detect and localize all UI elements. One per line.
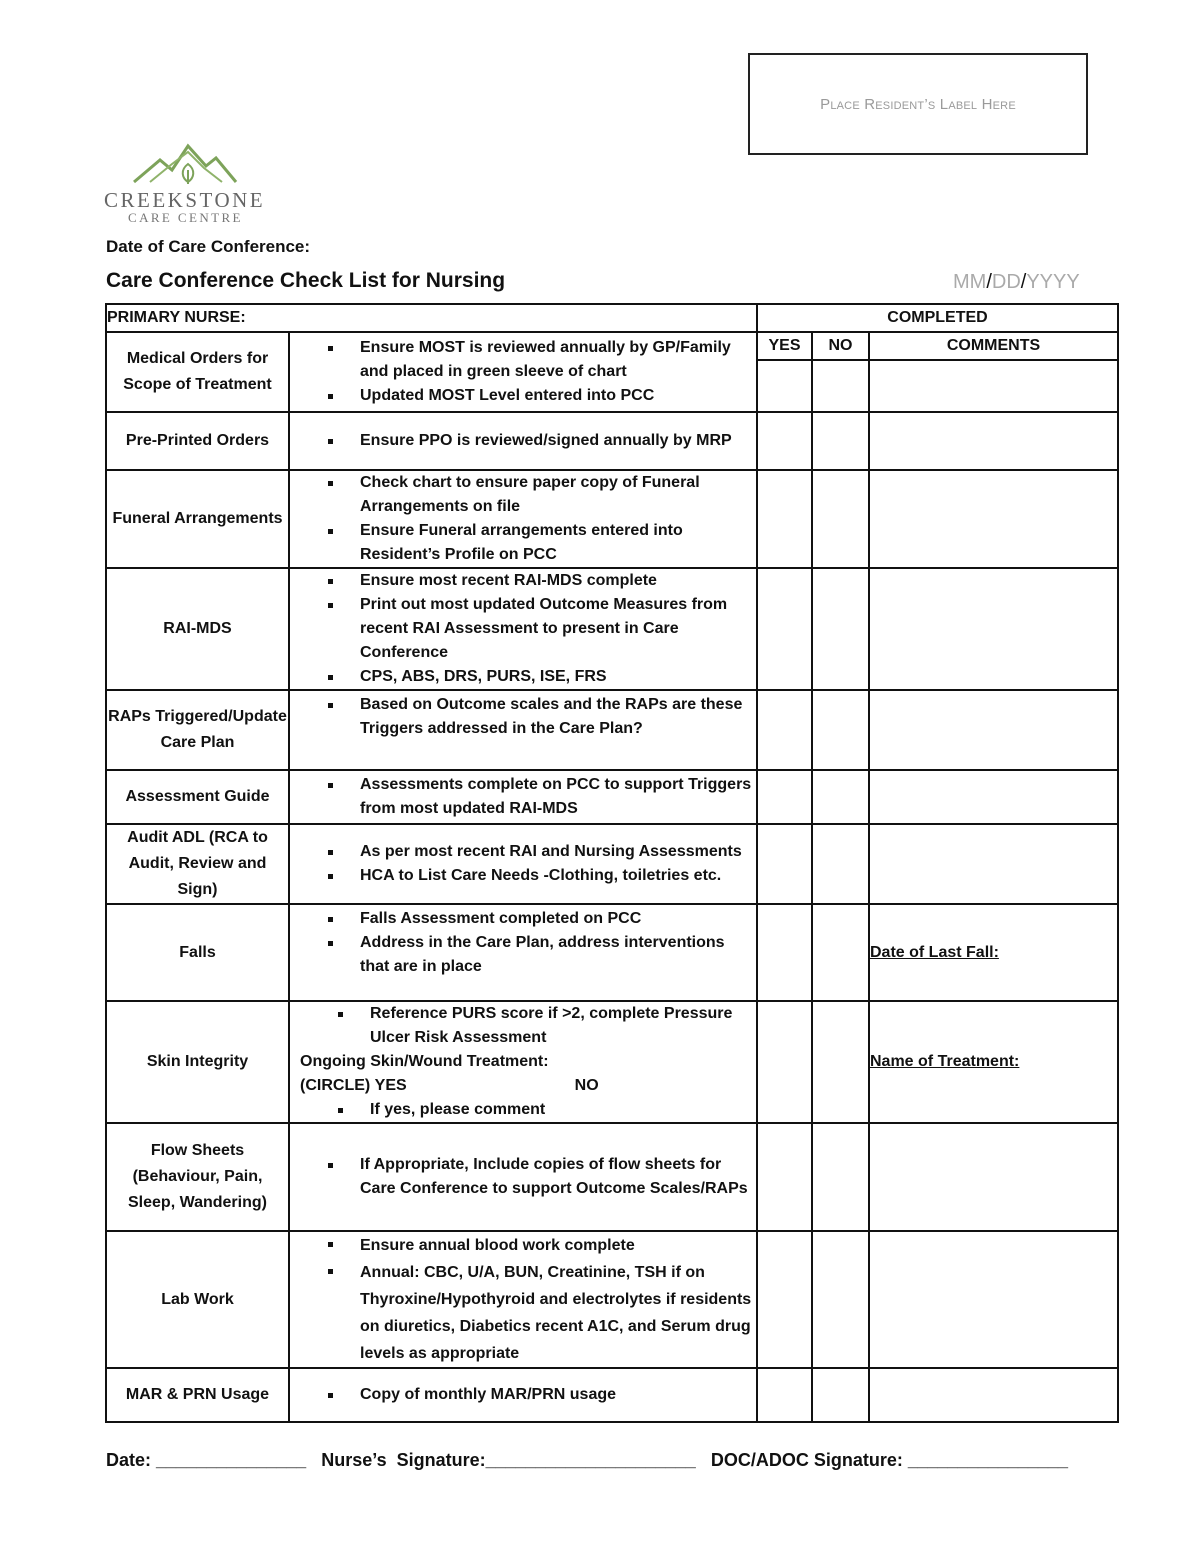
circle-row bbox=[300, 1074, 756, 1098]
completed-header: COMPLETED bbox=[757, 304, 1118, 332]
list-item: Annual: CBC, U/A, BUN, Creatinine, TSH if on Thyroxine/Hypothyroid and electrolytes if residents on diuretics, Diabetics recent A1C, and Serum drug levels as appropriate bbox=[290, 1259, 756, 1367]
list-item: Ensure annual blood work complete bbox=[290, 1232, 756, 1259]
footer-doc-line[interactable]: ________________ bbox=[907, 1450, 1069, 1470]
logo-sub-text: CARE CENTRE bbox=[128, 210, 243, 225]
yes-cell[interactable] bbox=[757, 568, 812, 690]
footer-nurse-label: Nurse’s Signature: bbox=[321, 1450, 486, 1470]
list-item: Assessments complete on PCC to support Triggers from most updated RAI-MDS bbox=[290, 773, 756, 821]
no-cell[interactable] bbox=[812, 568, 869, 690]
no-cell[interactable] bbox=[812, 770, 869, 824]
category-falls: Falls bbox=[106, 904, 289, 1001]
checklist-table bbox=[105, 303, 1119, 1423]
items-skin-integrity bbox=[289, 1001, 757, 1123]
list-item: HCA to List Care Needs -Clothing, toiletries etc. bbox=[290, 864, 756, 888]
yes-cell[interactable] bbox=[757, 360, 812, 412]
no-cell[interactable] bbox=[812, 1368, 869, 1422]
comments-cell[interactable] bbox=[869, 470, 1118, 568]
category-funeral-arrangements: Funeral Arrangements bbox=[106, 470, 289, 568]
name-of-treatment-label: Name of Treatment: bbox=[870, 1053, 1020, 1070]
page-title: Care Conference Check List for Nursing bbox=[106, 269, 506, 292]
footer-nurse-line[interactable]: _____________________ bbox=[485, 1450, 696, 1470]
category-raps-triggered: RAPs Triggered/Update Care Plan bbox=[106, 690, 289, 770]
yes-cell[interactable] bbox=[757, 1368, 812, 1422]
no-header: NO bbox=[812, 332, 869, 360]
no-cell[interactable] bbox=[812, 1123, 869, 1231]
comments-cell[interactable] bbox=[869, 690, 1118, 770]
yes-cell[interactable] bbox=[757, 470, 812, 568]
comments-cell[interactable] bbox=[869, 1123, 1118, 1231]
items-audit-adl bbox=[289, 824, 757, 904]
date-mm: MM bbox=[953, 271, 987, 293]
list-item: Based on Outcome scales and the RAPs are these Triggers addressed in the Care Plan? bbox=[290, 693, 756, 741]
date-yyyy: YYYY bbox=[1026, 271, 1080, 293]
creekstone-logo bbox=[100, 140, 275, 226]
mountain-leaf-icon bbox=[130, 140, 240, 186]
list-item: Copy of monthly MAR/PRN usage bbox=[290, 1383, 756, 1407]
category-rai-mds: RAI-MDS bbox=[106, 568, 289, 690]
list-item: Print out most updated Outcome Measures from recent RAI Assessment to present in Care Conference bbox=[290, 593, 756, 665]
no-cell[interactable] bbox=[812, 1231, 869, 1368]
category-assessment-guide: Assessment Guide bbox=[106, 770, 289, 824]
comments-cell[interactable] bbox=[869, 568, 1118, 690]
items-medical-orders bbox=[289, 332, 757, 412]
ongoing-treatment-label: Ongoing Skin/Wound Treatment: bbox=[300, 1053, 549, 1070]
resident-label-placeholder: Place Resident’s Label Here bbox=[820, 95, 1016, 113]
date-of-last-fall-label: Date of Last Fall: bbox=[870, 943, 999, 961]
category-skin-integrity: Skin Integrity bbox=[106, 1001, 289, 1123]
logo-brand-text: CREEKSTONE bbox=[104, 188, 266, 212]
no-cell[interactable] bbox=[812, 690, 869, 770]
comments-header: COMMENTS bbox=[869, 332, 1118, 360]
list-item: Ensure MOST is reviewed annually by GP/Family and placed in green sleeve of chart bbox=[290, 336, 756, 384]
items-mar-prn bbox=[289, 1368, 757, 1422]
comments-cell[interactable] bbox=[869, 360, 1118, 412]
footer-date-label: Date: bbox=[106, 1450, 152, 1470]
items-falls bbox=[289, 904, 757, 1001]
yes-cell[interactable] bbox=[757, 1231, 812, 1368]
category-flow-sheets: Flow Sheets (Behaviour, Pain, Sleep, Wandering) bbox=[106, 1123, 289, 1231]
footer-date-line[interactable]: _______________ bbox=[156, 1450, 307, 1470]
list-item: Reference PURS score if >2, complete Pressure Ulcer Risk Assessment bbox=[300, 1002, 756, 1050]
circle-yes-option[interactable]: YES bbox=[374, 1077, 407, 1094]
list-item: Updated MOST Level entered into PCC bbox=[290, 384, 756, 408]
resident-label-box bbox=[748, 53, 1088, 155]
no-cell[interactable] bbox=[812, 1001, 869, 1123]
list-item: CPS, ABS, DRS, PURS, ISE, FRS bbox=[290, 665, 756, 689]
date-sep-2: / bbox=[1020, 271, 1027, 293]
comments-cell[interactable] bbox=[869, 904, 1118, 1001]
list-item: If Appropriate, Include copies of flow sheets for Care Conference to support Outcome Scales/RAPs bbox=[290, 1153, 756, 1201]
list-item: Falls Assessment completed on PCC bbox=[290, 907, 756, 931]
category-mar-prn: MAR & PRN Usage bbox=[106, 1368, 289, 1422]
list-item: Address in the Care Plan, address interventions that are in place bbox=[290, 931, 756, 979]
yes-cell[interactable] bbox=[757, 904, 812, 1001]
list-item: Ensure most recent RAI-MDS complete bbox=[290, 569, 756, 593]
signature-footer bbox=[106, 1450, 1068, 1471]
comments-cell[interactable] bbox=[869, 412, 1118, 470]
category-audit-adl: Audit ADL (RCA to Audit, Review and Sign) bbox=[106, 824, 289, 904]
comments-cell[interactable] bbox=[869, 1001, 1118, 1123]
primary-nurse-header: PRIMARY NURSE: bbox=[106, 304, 757, 332]
yes-cell[interactable] bbox=[757, 824, 812, 904]
comments-cell[interactable] bbox=[869, 1368, 1118, 1422]
items-rai-mds bbox=[289, 568, 757, 690]
yes-cell[interactable] bbox=[757, 1123, 812, 1231]
no-cell[interactable] bbox=[812, 470, 869, 568]
items-lab-work bbox=[289, 1231, 757, 1368]
items-pre-printed-orders bbox=[289, 412, 757, 470]
category-medical-orders: Medical Orders for Scope of Treatment bbox=[106, 332, 289, 412]
list-item: Ensure PPO is reviewed/signed annually by MRP bbox=[290, 429, 756, 453]
date-dd: DD bbox=[991, 271, 1021, 293]
yes-cell[interactable] bbox=[757, 770, 812, 824]
date-format-hint bbox=[953, 271, 1080, 294]
yes-cell[interactable] bbox=[757, 412, 812, 470]
no-cell[interactable] bbox=[812, 824, 869, 904]
list-item: Check chart to ensure paper copy of Funeral Arrangements on file bbox=[290, 471, 756, 519]
circle-label: (CIRCLE) bbox=[300, 1077, 371, 1094]
category-lab-work: Lab Work bbox=[106, 1231, 289, 1368]
list-item: If yes, please comment bbox=[300, 1098, 756, 1122]
no-cell[interactable] bbox=[812, 412, 869, 470]
items-raps-triggered bbox=[289, 690, 757, 770]
yes-cell[interactable] bbox=[757, 690, 812, 770]
date-of-conference-label: Date of Care Conference: bbox=[106, 237, 311, 256]
circle-no-option[interactable]: NO bbox=[574, 1077, 599, 1094]
comments-cell[interactable] bbox=[869, 770, 1118, 824]
yes-cell[interactable] bbox=[757, 1001, 812, 1123]
footer-doc-label: DOC/ADOC Signature: bbox=[710, 1450, 903, 1470]
yes-header: YES bbox=[757, 332, 812, 360]
list-item: As per most recent RAI and Nursing Assessments bbox=[290, 840, 756, 864]
no-cell[interactable] bbox=[812, 904, 869, 1001]
items-assessment-guide bbox=[289, 770, 757, 824]
items-flow-sheets bbox=[289, 1123, 757, 1231]
comments-cell[interactable] bbox=[869, 824, 1118, 904]
category-pre-printed-orders: Pre-Printed Orders bbox=[106, 412, 289, 470]
no-cell[interactable] bbox=[812, 360, 869, 412]
date-sep-1: / bbox=[986, 271, 992, 293]
comments-cell[interactable] bbox=[869, 1231, 1118, 1368]
list-item: Ensure Funeral arrangements entered into Resident’s Profile on PCC bbox=[290, 519, 756, 567]
items-funeral-arrangements bbox=[289, 470, 757, 568]
